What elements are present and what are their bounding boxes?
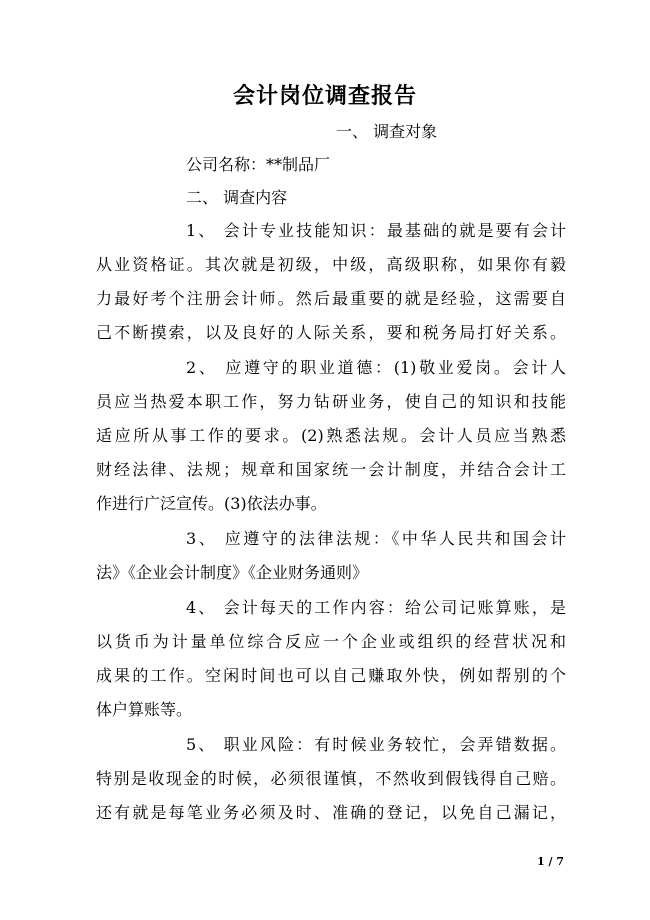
paragraph-2-line: 2、 应遵守的职业道德：(1)敬业爱岗。会计人 — [186, 358, 566, 377]
paragraph-2-line: 作进行广泛宣传。(3)依法办事。 — [96, 494, 327, 513]
paragraph-1-line: 己不断摸索，以及良好的人际关系，要和税务局打好关系。 — [96, 323, 566, 342]
paragraph-4-line: 4、 会计每天的工作内容：给公司记账算账，是 — [186, 598, 566, 617]
paragraph-2-line: 员应当热爱本职工作，努力钻研业务，使自己的知识和技能 — [96, 392, 566, 411]
company-name-line: 公司名称：**制品厂 — [186, 155, 331, 174]
paragraph-1-line: 力最好考个注册会计师。然后最重要的就是经验，这需要自 — [96, 289, 566, 308]
paragraph-5-line: 5、 职业风险：有时候业务较忙，会弄错数据。 — [186, 735, 566, 754]
paragraph-5-line: 还有就是每笔业务必须及时、准确的登记，以免自己漏记， — [96, 803, 566, 822]
paragraph-3-line: 法》《企业会计制度》《企业财务通则》 — [96, 563, 369, 582]
paragraph-3-line: 3、 应遵守的法律法规：《中华人民共和国会计 — [186, 529, 566, 548]
section-heading-survey-target: 一、 调查对象 — [336, 122, 438, 141]
paragraph-2-line: 财经法律、法规；规章和国家统一会计制度，并结合会计工 — [96, 460, 566, 479]
paragraph-1-line: 1、 会计专业技能知识：最基础的就是要有会计 — [186, 221, 566, 240]
paragraph-1-line: 从业资格证。其次就是初级，中级，高级职称，如果你有毅 — [96, 255, 566, 274]
section-heading-survey-content: 二、 调查内容 — [186, 188, 288, 207]
paragraph-4-line: 以货币为计量单位综合反应一个企业或组织的经营状况和 — [96, 632, 566, 651]
paragraph-4-line: 体户算账等。 — [96, 700, 193, 719]
document-title: 会计岗位调查报告 — [232, 83, 417, 109]
paragraph-4-line: 成果的工作。空闲时间也可以自己赚取外快，例如帮别的个 — [96, 666, 566, 685]
paragraph-2-line: 适应所从事工作的要求。(2)熟悉法规。会计人员应当熟悉 — [96, 426, 566, 445]
paragraph-5-line: 特别是收现金的时候，必须很谨慎，不然收到假钱得自己赔。 — [96, 769, 566, 788]
page-number: 1 / 7 — [537, 855, 564, 868]
